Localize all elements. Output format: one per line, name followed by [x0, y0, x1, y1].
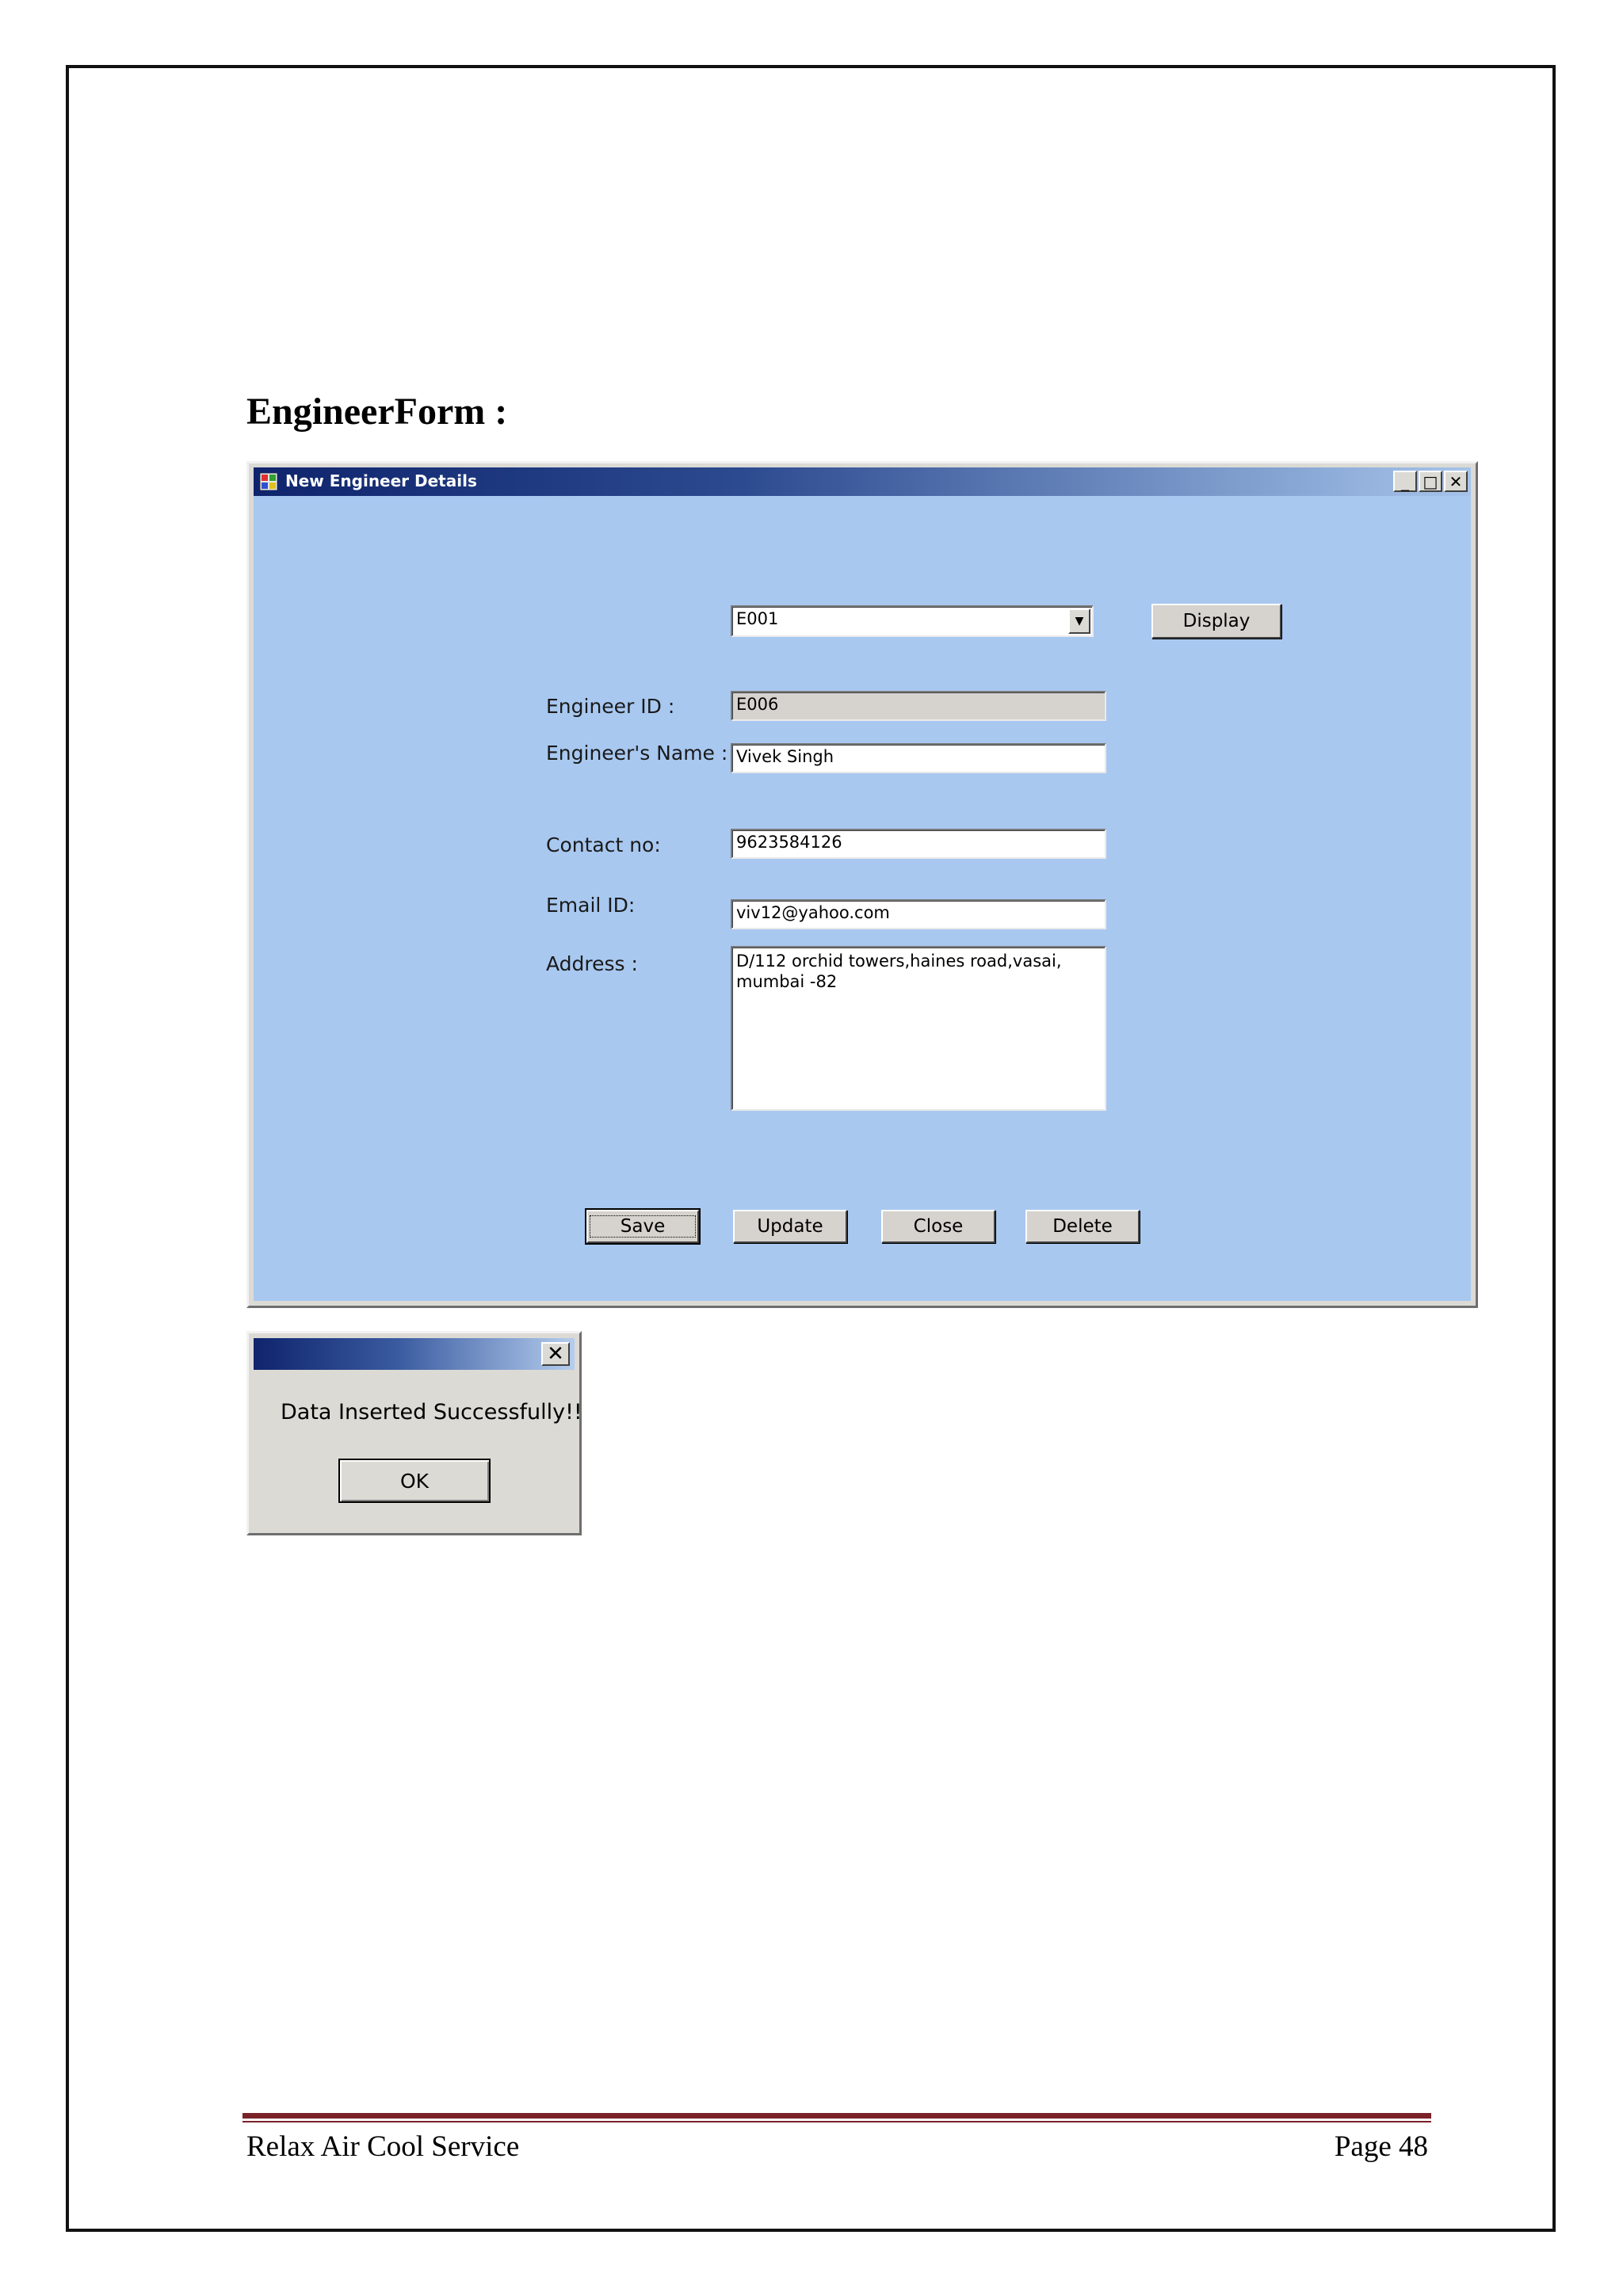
contact-field[interactable]: 9623584126 [731, 829, 1106, 859]
engineer-select-value: E001 [736, 609, 779, 628]
address-label: Address : [546, 952, 638, 975]
ok-button[interactable]: OK [338, 1459, 491, 1503]
message-dialog [246, 1331, 582, 1535]
save-button-label: Save [590, 1215, 696, 1238]
close-icon[interactable]: ✕ [1444, 471, 1468, 492]
engineer-window [246, 461, 1478, 1308]
caption-buttons [1393, 471, 1468, 492]
engineer-select[interactable] [731, 605, 1094, 637]
dialog-close-icon[interactable]: ✕ [541, 1342, 570, 1366]
update-button[interactable]: Update [733, 1210, 847, 1243]
close-button[interactable]: Close [881, 1210, 995, 1243]
section-title: EngineerForm : [246, 391, 508, 433]
address-field[interactable]: D/112 orchid towers,haines road,vasai, mumbai -82 [731, 946, 1106, 1111]
dropdown-arrow-icon[interactable]: ▼ [1068, 608, 1090, 634]
engineer-name-field[interactable]: Vivek Singh [731, 743, 1106, 773]
footer-rule [242, 2113, 1431, 2122]
footer-title: Relax Air Cool Service [246, 2130, 520, 2163]
dialog-message: Data Inserted Successfully!! [281, 1400, 582, 1425]
page-number: Page 48 [1334, 2130, 1428, 2163]
display-button[interactable]: Display [1151, 604, 1281, 639]
delete-button[interactable]: Delete [1025, 1210, 1140, 1243]
window-titlebar[interactable] [254, 467, 1471, 496]
engineer-id-label: Engineer ID : [546, 695, 675, 718]
window-client [254, 496, 1471, 1301]
save-button[interactable] [586, 1210, 699, 1243]
maximize-icon[interactable]: □ [1419, 471, 1442, 492]
email-label: Email ID: [546, 894, 636, 917]
app-icon [260, 473, 277, 490]
engineer-name-label: Engineer's Name : [546, 742, 728, 765]
minimize-icon[interactable]: _ [1393, 471, 1417, 492]
window-title: New Engineer Details [285, 471, 477, 490]
contact-label: Contact no: [546, 833, 661, 856]
email-field[interactable]: viv12@yahoo.com [731, 899, 1106, 929]
engineer-id-field[interactable]: E006 [731, 691, 1106, 721]
dialog-titlebar[interactable] [254, 1338, 575, 1370]
